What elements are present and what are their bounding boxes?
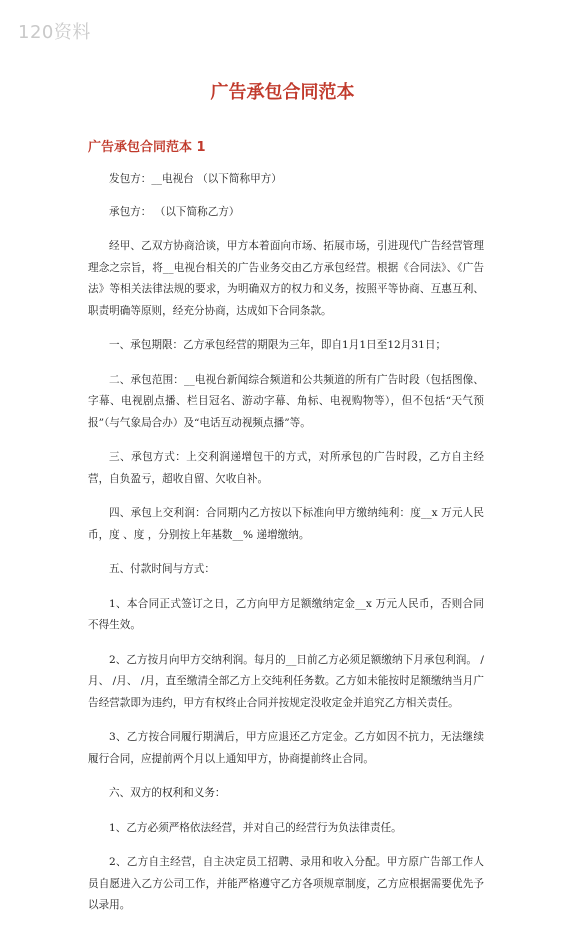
paragraph-rights-heading: 六、双方的权利和义务：	[109, 787, 226, 799]
paragraph-payment-1: 1、本合同正式签订之日，乙方向甲方足额缴纳定金__x 万元人民币，否则合同不得生效。	[88, 597, 484, 631]
watermark-logo: 120资料	[18, 22, 91, 43]
section-title: 广告承包合同范本 1	[88, 140, 206, 155]
paragraph-method: 三、承包方式：上交利润递增包干的方式，对所承包的广告时段，乙方自主经营，自负盈亏，超收自留、欠收自补。	[88, 451, 484, 485]
paragraph-preamble: 经甲、乙双方协商洽谈，甲方本着面向市场、拓展市场，引进现代广告经营管理理念之宗旨，将__电视台相关的广告业务交由乙方承包经营。根据《合同法》、《广告法》等相关法律法规的要求，为明确双方的权力和义务，按照平等协商、互惠互利、职责明确等原则，经充分协商，达成如下合同条款。	[88, 240, 484, 317]
paragraph-payment-2: 2、乙方按月向甲方交纳利润。每月的__日前乙方必须足额缴纳下月承包利润。 /月、 /月、 /月，直至缴清全部乙方上交纯利任务数。乙方如未能按时足额缴纳当月广告经营款即为违约，甲方有权终止合同并按规定没收定金并追究乙方相关责任。	[88, 653, 484, 709]
paragraph-profit: 四、承包上交利润：合同期内乙方按以下标准向甲方缴纳纯利：度__x 万元人民币，度 、度 ，分别按上年基数__% 递增缴纳。	[88, 507, 484, 541]
document-title: 广告承包合同范本	[210, 82, 355, 103]
paragraph-term: 一、承包期限：乙方承包经营的期限为三年，即自1月1日至12月31日；	[109, 339, 447, 351]
paragraph-payment-3: 3、乙方按合同履行期满后，甲方应退还乙方定金。乙方如因不抗力，无法继续履行合同，应提前两个月以上通知甲方，协商提前终止合同。	[88, 731, 484, 765]
document-body	[88, 169, 484, 930]
paragraph-payment-heading: 五、付款时间与方式：	[109, 563, 215, 575]
paragraph-rights-2: 2、乙方自主经营，自主决定员工招聘、录用和收入分配。甲方原广告部工作人员自愿进入乙方公司工作，并能严格遵守乙方各项规章制度，乙方应根据需要优先予以录用。	[88, 856, 484, 911]
paragraph-contractee: 承包方： （以下简称乙方）	[109, 205, 240, 218]
paragraph-rights-1: 1、乙方必须严格依法经营，并对自己的经营行为负法律责任。	[109, 821, 402, 834]
paragraph-contractor: 发包方：__电视台 （以下简称甲方）	[109, 173, 282, 185]
paragraph-scope: 二、承包范围：__电视台新闻综合频道和公共频道的所有广告时段（包括图像、字幕、电视剧点播、栏目冠名、游动字幕、角标、电视购物等），但不包括“天气预报”（与气象局合办）及“电话互动视频点播”等。	[88, 373, 484, 429]
